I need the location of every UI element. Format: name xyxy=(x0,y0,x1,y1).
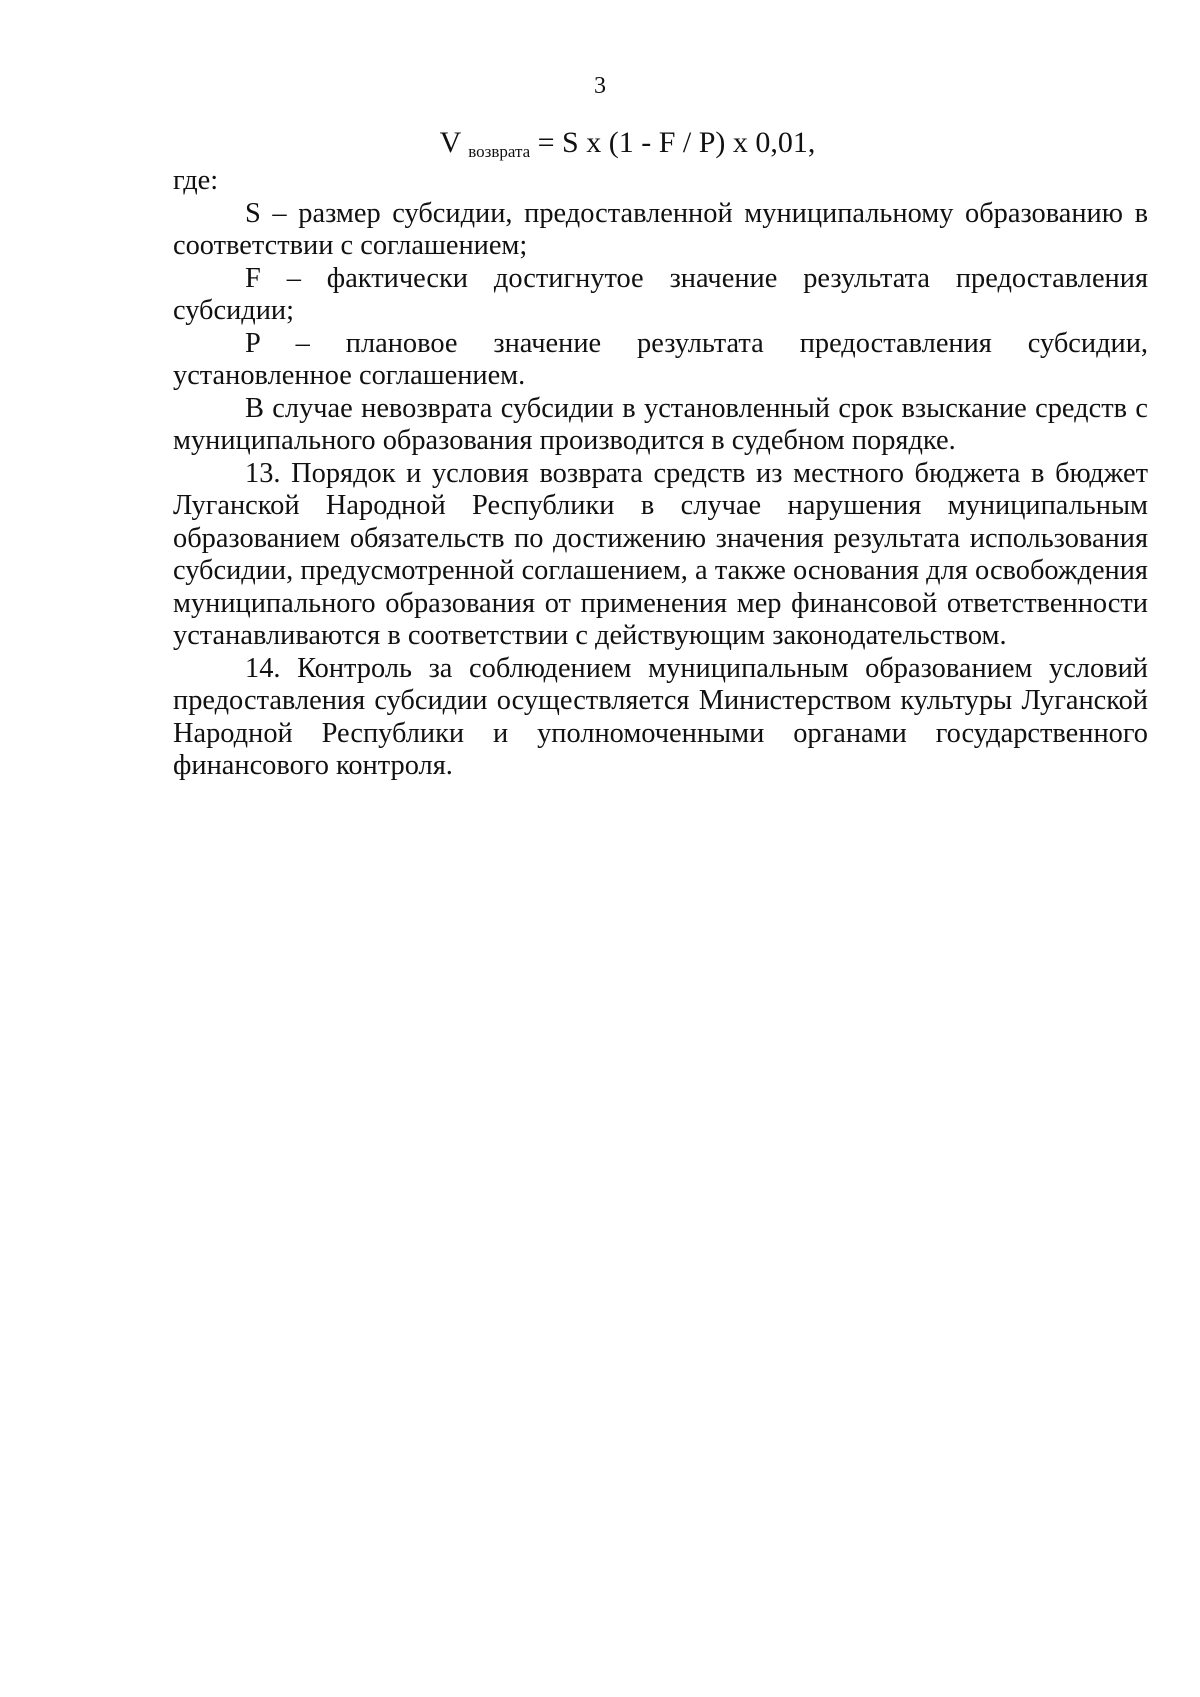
paragraph-13: 13. Порядок и условия возврата средств из местного бюджета в бюджет Луганской Народной Республики в случае нарушения муниципальным образованием обязательств по достижению значения результата использования субсидии, предусмотренной соглашением, а также основания для освобождения муниципального образования от применения мер финансовой ответственности устанавливаются в соответствии с действующим законодательством. xyxy=(173,457,1148,651)
return-formula xyxy=(0,126,1200,169)
paragraph-definition-s: S – размер субсидии, предоставленной муниципальному образованию в соответствии с соглашением; xyxy=(173,197,1148,261)
paragraph-definition-f: F – фактически достигнутое значение результата предоставления субсидии; xyxy=(173,262,1148,326)
paragraph-where: где: xyxy=(173,165,219,196)
formula-lhs-symbol: V xyxy=(439,126,461,159)
page-number: 3 xyxy=(594,73,606,99)
document-body xyxy=(173,165,1148,783)
paragraph-14: 14. Контроль за соблюдением муниципальным образованием условий предоставления субсидии осуществляется Министерством культуры Луганской Народной Республики и уполномоченными органами государственного финансового контроля. xyxy=(173,652,1148,781)
formula-lhs-subscript: возврата xyxy=(468,142,531,161)
paragraph-non-return: В случае невозврата субсидии в установленный срок взыскание средств с муниципального образования производится в судебном порядке. xyxy=(173,392,1148,456)
formula-rhs: = S x (1 - F / P) x 0,01, xyxy=(537,126,816,159)
paragraph-definition-p: P – плановое значение результата предоставления субсидии, установленное соглашением. xyxy=(173,327,1148,391)
